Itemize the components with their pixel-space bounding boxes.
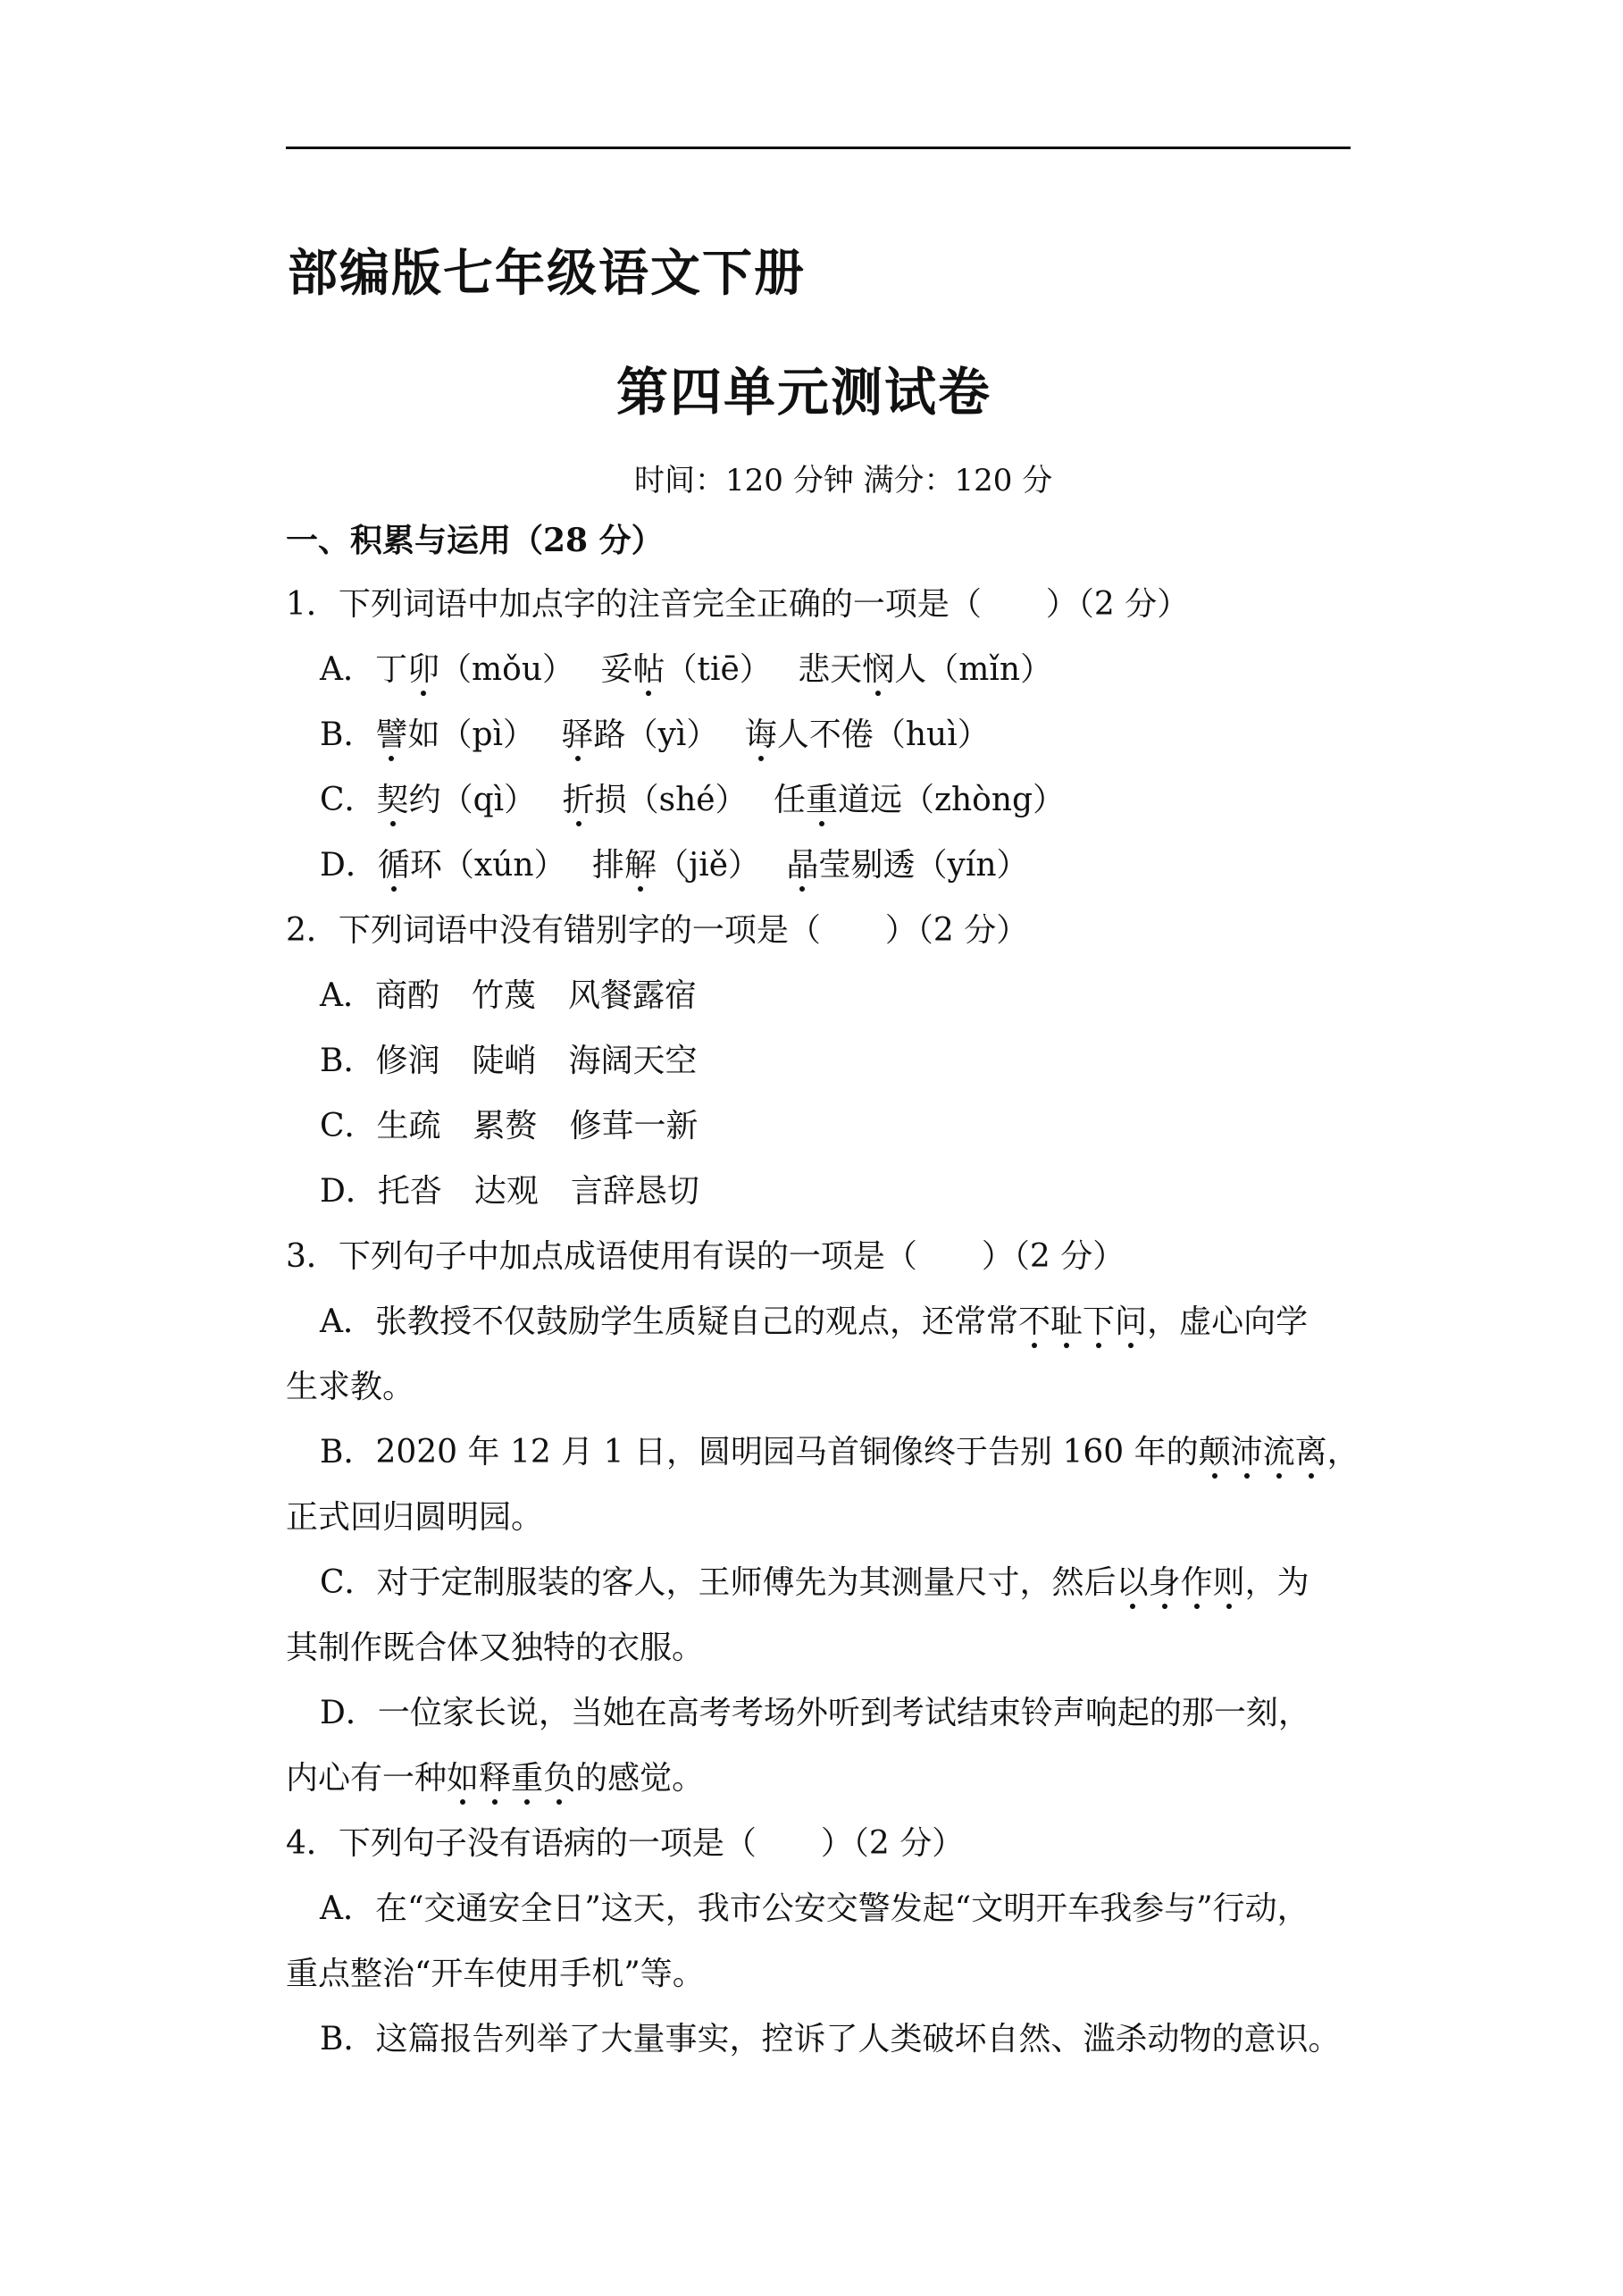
dotted-char: 以: [1117, 1563, 1149, 1604]
question-3-option-b: B．2020 年 12 月 1 日，圆明园马首铜像终于告别 160 年的颠沛流离，: [320, 1432, 1359, 1473]
page-subtitle: 第四单元测试卷: [616, 362, 992, 423]
dotted-char: 循: [378, 845, 410, 886]
dotted-char: 身: [1149, 1563, 1181, 1604]
dotted-char: 驿: [562, 715, 594, 756]
exam-meta: 时间：120 分钟 满分：120 分: [634, 463, 1053, 499]
dotted-char: 颠: [1199, 1432, 1231, 1473]
question-2-option-d: D．托沓 达观 言辞恳切: [320, 1173, 699, 1210]
dotted-char: 不: [1018, 1302, 1050, 1343]
dotted-idiom: [1199, 1434, 1327, 1471]
question-3-option-a-cont: 生求教。: [286, 1369, 415, 1405]
dotted-char: 离: [1295, 1432, 1327, 1473]
question-3-option-d-cont: 内心有一种如释重负的感觉。: [286, 1758, 704, 1799]
dotted-char: 负: [543, 1758, 575, 1799]
dotted-char: 重: [511, 1758, 543, 1799]
dotted-idiom: [1117, 1564, 1245, 1601]
question-1-option-b: B．譬如（pì） 驿路（yì） 诲人不倦（huì）: [320, 715, 990, 756]
dotted-char: 沛: [1231, 1432, 1263, 1473]
dotted-char: 如: [447, 1758, 479, 1799]
dotted-char: 晶: [786, 845, 818, 886]
page-title: 部编版七年级语文下册: [288, 244, 806, 303]
dotted-char: 解: [624, 845, 657, 886]
dotted-char: 释: [479, 1758, 511, 1799]
dotted-char: 耻: [1050, 1302, 1083, 1343]
question-3-option-a: A．张教授不仅鼓励学生质疑自己的观点，还常常不耻下问，虚心向学: [320, 1302, 1308, 1343]
question-1-option-c: C．契约（qì） 折损（shé） 任重道远（zhòng）: [320, 780, 1065, 821]
dotted-char: 则: [1213, 1563, 1245, 1604]
dotted-idiom: [1018, 1303, 1147, 1340]
question-3-option-c: C．对于定制服装的客人，王师傅先为其测量尺寸，然后以身作则，为: [320, 1563, 1309, 1604]
header-rule: [286, 147, 1351, 149]
question-3-stem: 3．下列句子中加点成语使用有误的一项是（ ）（2 分）: [286, 1238, 1125, 1275]
question-3-option-d: D．一位家长说，当她在高考考场外听到考试结束铃声响起的那一刻，: [320, 1695, 1310, 1731]
question-3-option-c-cont: 其制作既合体又独特的衣服。: [286, 1630, 705, 1666]
dotted-char: 帖: [632, 649, 665, 691]
question-4-option-a: A．在“交通安全日”这天，我市公安交警发起“文明开车我参与”行动，: [320, 1890, 1309, 1927]
dotted-char: 契: [377, 780, 409, 821]
dotted-char: 流: [1263, 1432, 1295, 1473]
dotted-char: 下: [1083, 1302, 1115, 1343]
question-4-option-b: B．这篇报告列举了大量事实，控诉了人类破坏自然、滥杀动物的意识。: [320, 2021, 1341, 2057]
question-1-option-d: D．循环（xún） 排解（jiě） 晶莹剔透（yín）: [320, 845, 1029, 886]
question-3-option-b-cont: 正式回归圆明园。: [286, 1499, 544, 1536]
question-1-option-a: A．丁卯（mǒu） 妥帖（tiē） 悲天悯人（mǐn）: [320, 649, 1052, 691]
dotted-idiom: [447, 1760, 575, 1797]
question-4-stem: 4．下列句子没有语病的一项是（ ）（2 分）: [286, 1825, 965, 1862]
dotted-char: 诲: [745, 715, 777, 756]
dotted-char: 折: [563, 780, 595, 821]
question-2-option-a: A．商酌 竹蔑 风餐露宿: [320, 977, 697, 1014]
question-1-stem: 1．下列词语中加点字的注音完全正确的一项是（ ）（2 分）: [286, 586, 1190, 623]
dotted-char: 问: [1115, 1302, 1147, 1343]
dotted-char: 作: [1181, 1563, 1213, 1604]
section-heading: 一、积累与运用（28 分）: [286, 522, 664, 559]
question-4-option-a-cont: 重点整治“开车使用手机”等。: [286, 1956, 705, 1992]
question-2-option-b: B．修润 陡峭 海阔天空: [320, 1043, 698, 1079]
question-2-stem: 2．下列词语中没有错别字的一项是（ ）（2 分）: [286, 912, 1029, 949]
dotted-char: 卯: [407, 649, 439, 691]
dotted-char: 重: [806, 780, 838, 821]
dotted-char: 悯: [862, 649, 894, 691]
question-2-option-c: C．生疏 累赘 修茸一新: [320, 1108, 699, 1144]
dotted-char: 譬: [375, 715, 407, 756]
